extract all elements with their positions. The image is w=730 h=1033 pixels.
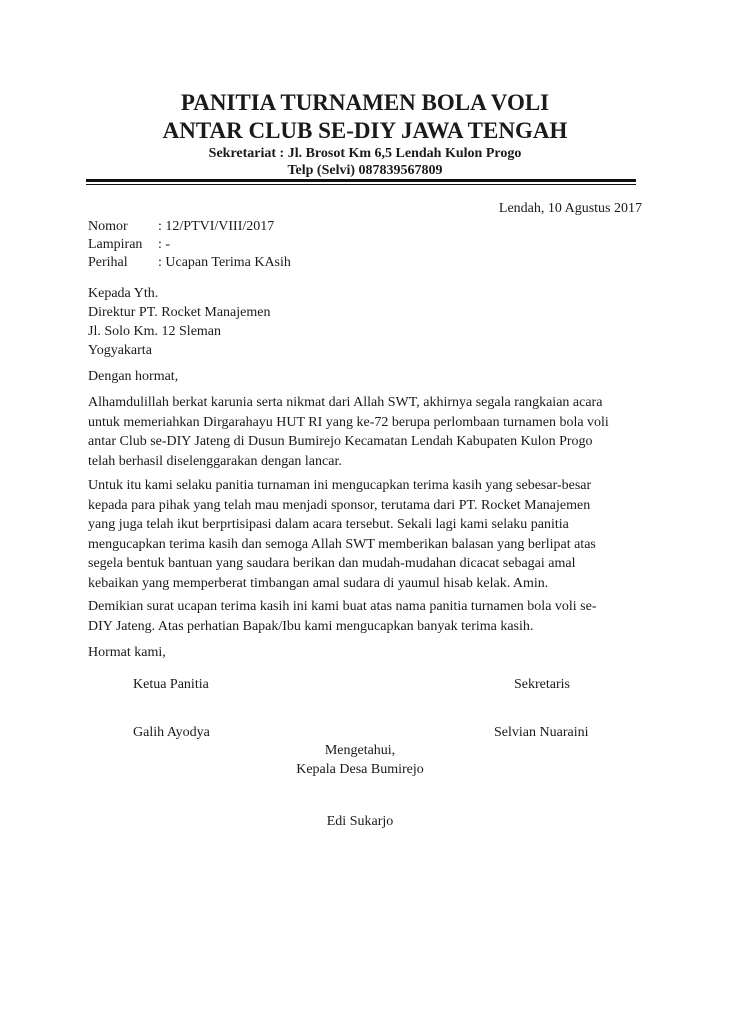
body-paragraph-1 xyxy=(88,393,648,471)
body-paragraph-3 xyxy=(88,597,648,636)
paragraph-line: kebaikan yang memperberat timbangan amal sudara di yaumul hisab kelak. Amin. xyxy=(88,575,549,591)
acknowledgement-title: Kepala Desa Bumirejo xyxy=(296,762,424,777)
letter-date: Lendah, 10 Agustus 2017 xyxy=(498,201,642,216)
letterhead-title-line2: ANTAR CLUB SE-DIY JAWA TENGAH xyxy=(162,118,568,143)
paragraph-line: untuk memeriahkan Dirgarahayu HUT RI yang ke-72 berupa perlombaan turnamen bola voli xyxy=(88,414,609,430)
meta-label-nomor: Nomor xyxy=(88,219,128,234)
letterhead-title-line1: PANITIA TURNAMEN BOLA VOLI xyxy=(180,90,550,115)
meta-label-lampiran: Lampiran xyxy=(88,237,143,252)
signature-left-title: Ketua Panitia xyxy=(133,677,209,692)
meta-value-perihal: : Ucapan Terima KAsih xyxy=(158,255,291,270)
recipient-line: Direktur PT. Rocket Manajemen xyxy=(88,305,271,320)
paragraph-line: Alhamdulillah berkat karunia serta nikmat dari Allah SWT, akhirnya segala rangkaian acara xyxy=(88,395,603,410)
letterhead-rule-thick xyxy=(86,179,636,182)
meta-value-nomor: : 12/PTVI/VIII/2017 xyxy=(158,219,275,234)
signature-left-name: Galih Ayodya xyxy=(133,725,210,740)
acknowledgement-label: Mengetahui, xyxy=(324,743,396,758)
paragraph-line: segela bentuk bantuan yang saudara berikan dan mudah-mudahan dicacat sebagai amal xyxy=(88,556,576,572)
letterhead-rule-thin xyxy=(86,184,636,185)
signature-right-name: Selvian Nuaraini xyxy=(494,725,589,740)
recipient-line: Yogyakarta xyxy=(88,343,152,358)
paragraph-line: kepada para pihak yang telah mau menjadi sponsor, terutama dari PT. Rocket Manajemen xyxy=(88,497,591,513)
recipient-line: Kepada Yth. xyxy=(88,286,159,301)
recipient-block xyxy=(88,284,648,360)
paragraph-line: telah berhasil diselenggarakan dengan lancar. xyxy=(88,453,342,469)
paragraph-line: DIY Jateng. Atas perhatian Bapak/Ibu kami mengucapkan banyak terima kasih. xyxy=(88,618,534,634)
letterhead-address: Sekretariat : Jl. Brosot Km 6,5 Lendah Kulon Progo xyxy=(208,146,522,161)
signature-right-title: Sekretaris xyxy=(514,677,570,692)
recipient-line: Jl. Solo Km. 12 Sleman xyxy=(88,324,222,339)
meta-label-perihal: Perihal xyxy=(88,255,128,270)
letterhead-phone: Telp (Selvi) 087839567809 xyxy=(287,163,443,178)
paragraph-line: antar Club se-DIY Jateng di Dusun Bumirejo Kecamatan Lendah Kabupaten Kulon Progo xyxy=(88,434,593,449)
paragraph-line: yang juga telah ikut berprtisipasi dalam acara tersebut. Sekali lagi kami selaku panitia xyxy=(88,517,569,533)
meta-value-lampiran: : - xyxy=(158,237,171,252)
paragraph-line: Demikian surat ucapan terima kasih ini kami buat atas nama panitia turnamen bola voli se- xyxy=(88,599,597,614)
greeting: Dengan hormat, xyxy=(88,369,179,384)
paragraph-line: Untuk itu kami selaku panitia turnaman ini mengucapkan terima kasih yang sebesar-besar xyxy=(88,478,592,493)
body-paragraph-2 xyxy=(88,476,648,594)
paragraph-line: mengucapkan terima kasih dan semoga Allah SWT memberikan balasan yang berlipat atas xyxy=(88,536,596,552)
acknowledgement-name: Edi Sukarjo xyxy=(326,814,394,829)
closing: Hormat kami, xyxy=(88,645,166,660)
